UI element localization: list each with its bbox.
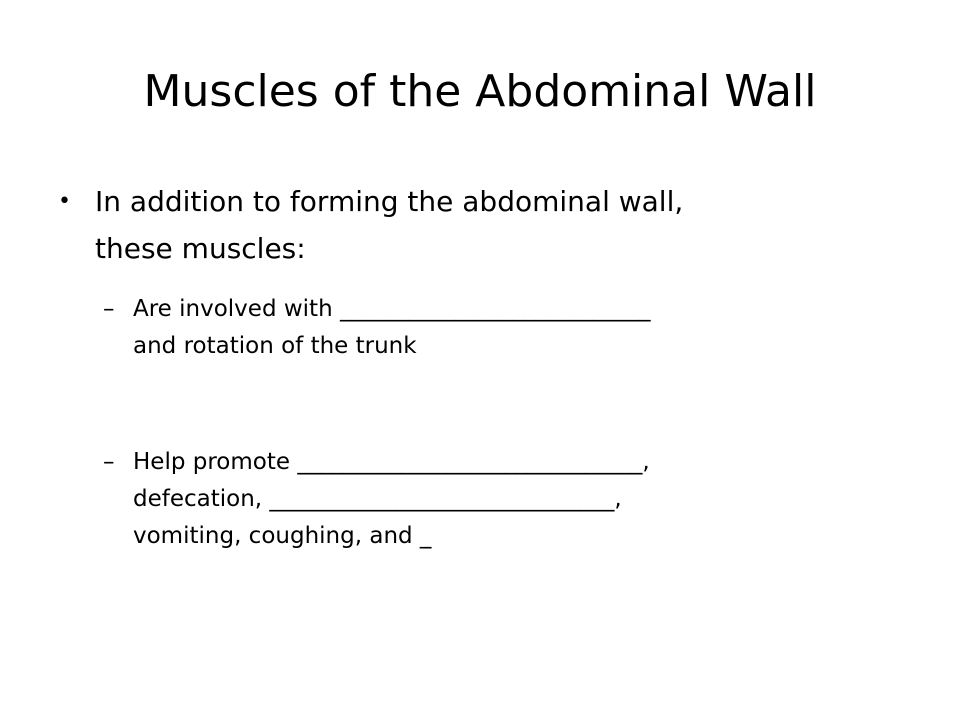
sub-bullet-line: Help promote ______________________________, <box>133 449 650 475</box>
slide-title: Muscles of the Abdominal Wall <box>143 66 817 117</box>
sub-bullet-line: vomiting, coughing, and _ <box>133 523 432 549</box>
sub-bullet-marker: – <box>103 296 115 322</box>
sub-bullet-line: Are involved with ___________________________ <box>133 296 651 322</box>
bullet-line: these muscles: <box>95 232 306 265</box>
sub-bullet-promote <box>103 444 933 555</box>
sub-bullet-line: and rotation of the trunk <box>133 333 417 359</box>
sub-bullet-marker: – <box>103 449 115 475</box>
bullet-line: In addition to forming the abdominal wall, <box>95 185 684 218</box>
bullet-main <box>58 178 915 272</box>
sub-bullet-trunk-movement <box>103 291 933 365</box>
sub-bullet-line: defecation, ______________________________, <box>133 486 622 512</box>
bullet-marker: • <box>58 189 71 214</box>
